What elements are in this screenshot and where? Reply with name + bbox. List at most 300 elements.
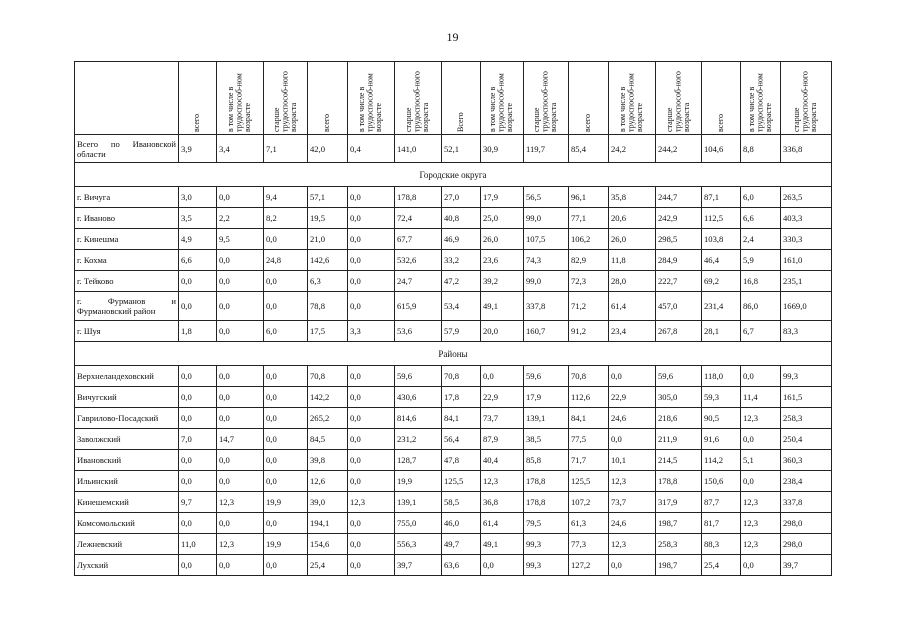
value-cell: 12,3: [217, 492, 264, 513]
value-cell: 0,0: [264, 429, 308, 450]
value-cell: 0,0: [741, 366, 781, 387]
column-header-label: старше трудоспособ-ного возраста: [532, 71, 559, 132]
value-cell: 86,0: [741, 292, 781, 321]
value-cell: 53,4: [442, 292, 481, 321]
column-header-label: старше трудоспособ-ного возраста: [664, 71, 691, 132]
table-row: [75, 429, 832, 450]
value-cell: 119,7: [524, 135, 569, 163]
value-cell: 0,0: [217, 387, 264, 408]
value-cell: 39,7: [781, 555, 832, 576]
value-cell: 1,8: [179, 321, 217, 342]
table-row: [75, 471, 832, 492]
value-cell: 39,0: [308, 492, 348, 513]
value-cell: 0,0: [217, 250, 264, 271]
value-cell: 218,6: [656, 408, 702, 429]
value-cell: 244,2: [656, 135, 702, 163]
value-cell: 99,3: [524, 555, 569, 576]
value-cell: 42,0: [308, 135, 348, 163]
value-cell: 59,6: [524, 366, 569, 387]
table-row: [75, 366, 832, 387]
value-cell: 12,3: [217, 534, 264, 555]
value-cell: 70,8: [308, 366, 348, 387]
value-cell: 72,3: [569, 271, 609, 292]
column-header: [395, 62, 442, 135]
value-cell: 24,8: [264, 250, 308, 271]
value-cell: 0,0: [217, 555, 264, 576]
row-name: Всего по Ивановской области: [75, 135, 179, 163]
value-cell: 24,6: [609, 408, 656, 429]
value-cell: 84,1: [442, 408, 481, 429]
value-cell: 57,9: [442, 321, 481, 342]
value-cell: 85,4: [569, 135, 609, 163]
value-cell: 5,9: [741, 250, 781, 271]
value-cell: 40,4: [481, 450, 524, 471]
value-cell: 7,1: [264, 135, 308, 163]
value-cell: 22,9: [481, 387, 524, 408]
value-cell: 0,0: [179, 366, 217, 387]
column-header: [569, 62, 609, 135]
value-cell: 178,8: [524, 471, 569, 492]
column-header-label: Всего: [455, 112, 465, 132]
value-cell: 85,8: [524, 450, 569, 471]
value-cell: 84,5: [308, 429, 348, 450]
value-cell: 49,1: [481, 292, 524, 321]
value-cell: 0,0: [179, 292, 217, 321]
value-cell: 242,9: [656, 208, 702, 229]
value-cell: 11,4: [741, 387, 781, 408]
column-header-label: в том числе в трудоспособ-ном возрасте: [618, 73, 645, 132]
value-cell: 0,0: [348, 229, 395, 250]
value-cell: 0,0: [264, 450, 308, 471]
value-cell: 49,1: [481, 534, 524, 555]
value-cell: 4,9: [179, 229, 217, 250]
table-row: [75, 408, 832, 429]
value-cell: 91,2: [569, 321, 609, 342]
value-cell: 250,4: [781, 429, 832, 450]
value-cell: 2,4: [741, 229, 781, 250]
column-header-label: старше трудоспособ-ного возраста: [404, 71, 431, 132]
value-cell: 0,0: [609, 366, 656, 387]
value-cell: 430,6: [395, 387, 442, 408]
value-cell: 77,1: [569, 208, 609, 229]
value-cell: 82,9: [569, 250, 609, 271]
value-cell: 0,0: [264, 387, 308, 408]
value-cell: 125,5: [569, 471, 609, 492]
column-header: [217, 62, 264, 135]
table-row: [75, 208, 832, 229]
value-cell: 46,0: [442, 513, 481, 534]
value-cell: 0,0: [217, 366, 264, 387]
row-name: Лухский: [75, 555, 179, 576]
value-cell: 160,7: [524, 321, 569, 342]
value-cell: 6,7: [741, 321, 781, 342]
value-cell: 198,7: [656, 513, 702, 534]
value-cell: 56,4: [442, 429, 481, 450]
value-cell: 14,7: [217, 429, 264, 450]
value-cell: 16,8: [741, 271, 781, 292]
value-cell: 8,2: [264, 208, 308, 229]
value-cell: 0,0: [481, 366, 524, 387]
column-header-label: всего: [715, 113, 725, 132]
value-cell: 24,7: [395, 271, 442, 292]
value-cell: 27,0: [442, 187, 481, 208]
value-cell: 25,4: [702, 555, 741, 576]
value-cell: 19,9: [395, 471, 442, 492]
value-cell: 403,3: [781, 208, 832, 229]
value-cell: 0,0: [348, 513, 395, 534]
value-cell: 3,3: [348, 321, 395, 342]
column-header-label: всего: [322, 113, 332, 132]
value-cell: 11,0: [179, 534, 217, 555]
value-cell: 61,4: [609, 292, 656, 321]
value-cell: 107,5: [524, 229, 569, 250]
value-cell: 194,1: [308, 513, 348, 534]
value-cell: 12,6: [308, 471, 348, 492]
value-cell: 0,0: [348, 408, 395, 429]
value-cell: 198,7: [656, 555, 702, 576]
row-name: Вичугский: [75, 387, 179, 408]
column-header: [656, 62, 702, 135]
value-cell: 0,0: [481, 555, 524, 576]
header-corner-cell: [75, 62, 179, 135]
table-row: [75, 387, 832, 408]
value-cell: 12,3: [741, 408, 781, 429]
value-cell: 59,6: [656, 366, 702, 387]
row-name: Заволжский: [75, 429, 179, 450]
value-cell: 214,5: [656, 450, 702, 471]
column-header: [524, 62, 569, 135]
value-cell: 39,8: [308, 450, 348, 471]
value-cell: 139,1: [524, 408, 569, 429]
value-cell: 0,0: [348, 387, 395, 408]
value-cell: 77,3: [569, 534, 609, 555]
value-cell: 19,9: [264, 492, 308, 513]
column-header-label: в том числе в трудоспособ-ном возрасте: [357, 73, 384, 132]
value-cell: 12,3: [609, 534, 656, 555]
value-cell: 21,0: [308, 229, 348, 250]
value-cell: 77,5: [569, 429, 609, 450]
value-cell: 457,0: [656, 292, 702, 321]
value-cell: 39,2: [481, 271, 524, 292]
value-cell: 6,6: [179, 250, 217, 271]
value-cell: 9,4: [264, 187, 308, 208]
value-cell: 12,3: [609, 471, 656, 492]
value-cell: 244,7: [656, 187, 702, 208]
value-cell: 36,8: [481, 492, 524, 513]
value-cell: 5,1: [741, 450, 781, 471]
value-cell: 265,2: [308, 408, 348, 429]
value-cell: 17,8: [442, 387, 481, 408]
value-cell: 104,6: [702, 135, 741, 163]
value-cell: 90,5: [702, 408, 741, 429]
value-cell: 47,2: [442, 271, 481, 292]
value-cell: 0,0: [217, 513, 264, 534]
section-row: [75, 163, 832, 187]
value-cell: 38,5: [524, 429, 569, 450]
value-cell: 35,8: [609, 187, 656, 208]
value-cell: 125,5: [442, 471, 481, 492]
value-cell: 56,5: [524, 187, 569, 208]
value-cell: 235,1: [781, 271, 832, 292]
page-number: 19: [446, 30, 459, 44]
value-cell: 87,9: [481, 429, 524, 450]
value-cell: 0,0: [179, 555, 217, 576]
row-name: г. Кохма: [75, 250, 179, 271]
value-cell: 17,5: [308, 321, 348, 342]
value-cell: 26,0: [481, 229, 524, 250]
value-cell: 72,4: [395, 208, 442, 229]
value-cell: 141,0: [395, 135, 442, 163]
section-title: Городские округа: [75, 163, 832, 187]
value-cell: 142,2: [308, 387, 348, 408]
value-cell: 24,2: [609, 135, 656, 163]
value-cell: 40,8: [442, 208, 481, 229]
value-cell: 161,5: [781, 387, 832, 408]
value-cell: 11,8: [609, 250, 656, 271]
value-cell: 12,3: [741, 534, 781, 555]
value-cell: 17,9: [481, 187, 524, 208]
value-cell: 63,6: [442, 555, 481, 576]
value-cell: 0,0: [217, 321, 264, 342]
value-cell: 267,8: [656, 321, 702, 342]
value-cell: 0,0: [348, 555, 395, 576]
value-cell: 96,1: [569, 187, 609, 208]
value-cell: 127,2: [569, 555, 609, 576]
value-cell: 258,3: [781, 408, 832, 429]
value-cell: 22,9: [609, 387, 656, 408]
value-cell: 12,3: [348, 492, 395, 513]
value-cell: 3,4: [217, 135, 264, 163]
value-cell: 211,9: [656, 429, 702, 450]
value-cell: 70,8: [569, 366, 609, 387]
table-row: [75, 187, 832, 208]
column-header: [481, 62, 524, 135]
value-cell: 0,0: [217, 471, 264, 492]
value-cell: 337,8: [524, 292, 569, 321]
value-cell: 61,4: [481, 513, 524, 534]
value-cell: 1669,0: [781, 292, 832, 321]
value-cell: 52,1: [442, 135, 481, 163]
value-cell: 57,1: [308, 187, 348, 208]
value-cell: 99,0: [524, 208, 569, 229]
value-cell: 298,0: [781, 534, 832, 555]
table-row: [75, 292, 832, 321]
value-cell: 59,3: [702, 387, 741, 408]
value-cell: 360,3: [781, 450, 832, 471]
value-cell: 0,0: [217, 187, 264, 208]
value-cell: 0,0: [348, 534, 395, 555]
statistics-table: [74, 61, 832, 576]
table-row: [75, 229, 832, 250]
value-cell: 0,0: [264, 555, 308, 576]
column-header: [348, 62, 395, 135]
row-name: г. Шуя: [75, 321, 179, 342]
value-cell: 0,0: [348, 471, 395, 492]
value-cell: 79,5: [524, 513, 569, 534]
value-cell: 0,0: [348, 187, 395, 208]
value-cell: 0,0: [348, 271, 395, 292]
value-cell: 161,0: [781, 250, 832, 271]
column-header: [609, 62, 656, 135]
value-cell: 78,8: [308, 292, 348, 321]
value-cell: 0,0: [348, 429, 395, 450]
value-cell: 336,8: [781, 135, 832, 163]
row-name: г. Кинешма: [75, 229, 179, 250]
value-cell: 0,0: [348, 366, 395, 387]
value-cell: 6,0: [741, 187, 781, 208]
table-row: [75, 271, 832, 292]
table-row: [75, 135, 832, 163]
column-header-label: в том числе в трудоспособ-ном возрасте: [226, 73, 253, 132]
section-row: [75, 342, 832, 366]
value-cell: 2,2: [217, 208, 264, 229]
value-cell: 23,6: [481, 250, 524, 271]
value-cell: 49,7: [442, 534, 481, 555]
value-cell: 73,7: [481, 408, 524, 429]
value-cell: 0,0: [217, 450, 264, 471]
value-cell: 150,6: [702, 471, 741, 492]
value-cell: 615,9: [395, 292, 442, 321]
value-cell: 74,3: [524, 250, 569, 271]
value-cell: 30,9: [481, 135, 524, 163]
table-row: [75, 321, 832, 342]
value-cell: 20,6: [609, 208, 656, 229]
column-header: [702, 62, 741, 135]
row-name: Верхнеландеховский: [75, 366, 179, 387]
value-cell: 298,5: [656, 229, 702, 250]
value-cell: 178,8: [524, 492, 569, 513]
header-row: [75, 62, 832, 135]
value-cell: 53,6: [395, 321, 442, 342]
column-header-label: в том числе в трудоспособ-ном возрасте: [488, 73, 515, 132]
row-name: Кинешемский: [75, 492, 179, 513]
value-cell: 9,7: [179, 492, 217, 513]
value-cell: 67,7: [395, 229, 442, 250]
row-name: Ильинский: [75, 471, 179, 492]
value-cell: 0,0: [348, 208, 395, 229]
column-header-label: всего: [192, 113, 202, 132]
column-header-label: в том числе в трудоспособ-ном возрасте: [746, 73, 773, 132]
column-header: [179, 62, 217, 135]
value-cell: 46,9: [442, 229, 481, 250]
value-cell: 0,0: [264, 271, 308, 292]
value-cell: 12,3: [481, 471, 524, 492]
value-cell: 12,3: [741, 492, 781, 513]
value-cell: 231,4: [702, 292, 741, 321]
row-name: г. Фурманов и Фурмановский район: [75, 292, 179, 321]
table-row: [75, 513, 832, 534]
row-name: г. Вичуга: [75, 187, 179, 208]
value-cell: 112,6: [569, 387, 609, 408]
value-cell: 0,0: [609, 429, 656, 450]
value-cell: 6,3: [308, 271, 348, 292]
value-cell: 118,0: [702, 366, 741, 387]
value-cell: 231,2: [395, 429, 442, 450]
table-row: [75, 492, 832, 513]
table-row: [75, 534, 832, 555]
column-header: [308, 62, 348, 135]
value-cell: 0,0: [348, 250, 395, 271]
row-name: г. Иваново: [75, 208, 179, 229]
value-cell: 0,0: [217, 292, 264, 321]
value-cell: 0,0: [348, 292, 395, 321]
value-cell: 330,3: [781, 229, 832, 250]
value-cell: 107,2: [569, 492, 609, 513]
value-cell: 258,3: [656, 534, 702, 555]
value-cell: 83,3: [781, 321, 832, 342]
value-cell: 84,1: [569, 408, 609, 429]
value-cell: 154,6: [308, 534, 348, 555]
value-cell: 88,3: [702, 534, 741, 555]
value-cell: 0,0: [264, 366, 308, 387]
value-cell: 6,0: [264, 321, 308, 342]
value-cell: 0,0: [264, 292, 308, 321]
value-cell: 87,1: [702, 187, 741, 208]
value-cell: 3,5: [179, 208, 217, 229]
value-cell: 0,0: [741, 471, 781, 492]
value-cell: 61,3: [569, 513, 609, 534]
value-cell: 0,0: [264, 229, 308, 250]
value-cell: 33,2: [442, 250, 481, 271]
value-cell: 103,8: [702, 229, 741, 250]
value-cell: 814,6: [395, 408, 442, 429]
value-cell: 0,4: [348, 135, 395, 163]
value-cell: 178,8: [656, 471, 702, 492]
value-cell: 99,3: [781, 366, 832, 387]
value-cell: 6,6: [741, 208, 781, 229]
value-cell: 222,7: [656, 271, 702, 292]
value-cell: 19,5: [308, 208, 348, 229]
value-cell: 39,7: [395, 555, 442, 576]
value-cell: 337,8: [781, 492, 832, 513]
value-cell: 142,6: [308, 250, 348, 271]
value-cell: 298,0: [781, 513, 832, 534]
value-cell: 17,9: [524, 387, 569, 408]
value-cell: 0,0: [609, 555, 656, 576]
value-cell: 106,2: [569, 229, 609, 250]
value-cell: 556,3: [395, 534, 442, 555]
section-title: Районы: [75, 342, 832, 366]
value-cell: 0,0: [741, 429, 781, 450]
value-cell: 23,4: [609, 321, 656, 342]
value-cell: 114,2: [702, 450, 741, 471]
table-row: [75, 250, 832, 271]
value-cell: 7,0: [179, 429, 217, 450]
row-name: Гаврилово-Посадский: [75, 408, 179, 429]
value-cell: 69,2: [702, 271, 741, 292]
column-header-label: старше трудоспособ-ного возраста: [792, 71, 819, 132]
value-cell: 71,2: [569, 292, 609, 321]
column-header: [442, 62, 481, 135]
value-cell: 24,6: [609, 513, 656, 534]
value-cell: 59,6: [395, 366, 442, 387]
table-row: [75, 555, 832, 576]
value-cell: 73,7: [609, 492, 656, 513]
value-cell: 305,0: [656, 387, 702, 408]
value-cell: 0,0: [179, 471, 217, 492]
value-cell: 20,0: [481, 321, 524, 342]
value-cell: 28,1: [702, 321, 741, 342]
row-name: Комсомольский: [75, 513, 179, 534]
value-cell: 0,0: [264, 408, 308, 429]
value-cell: 755,0: [395, 513, 442, 534]
value-cell: 238,4: [781, 471, 832, 492]
value-cell: 70,8: [442, 366, 481, 387]
value-cell: 25,4: [308, 555, 348, 576]
value-cell: 91,6: [702, 429, 741, 450]
value-cell: 99,3: [524, 534, 569, 555]
row-name: Лежневский: [75, 534, 179, 555]
